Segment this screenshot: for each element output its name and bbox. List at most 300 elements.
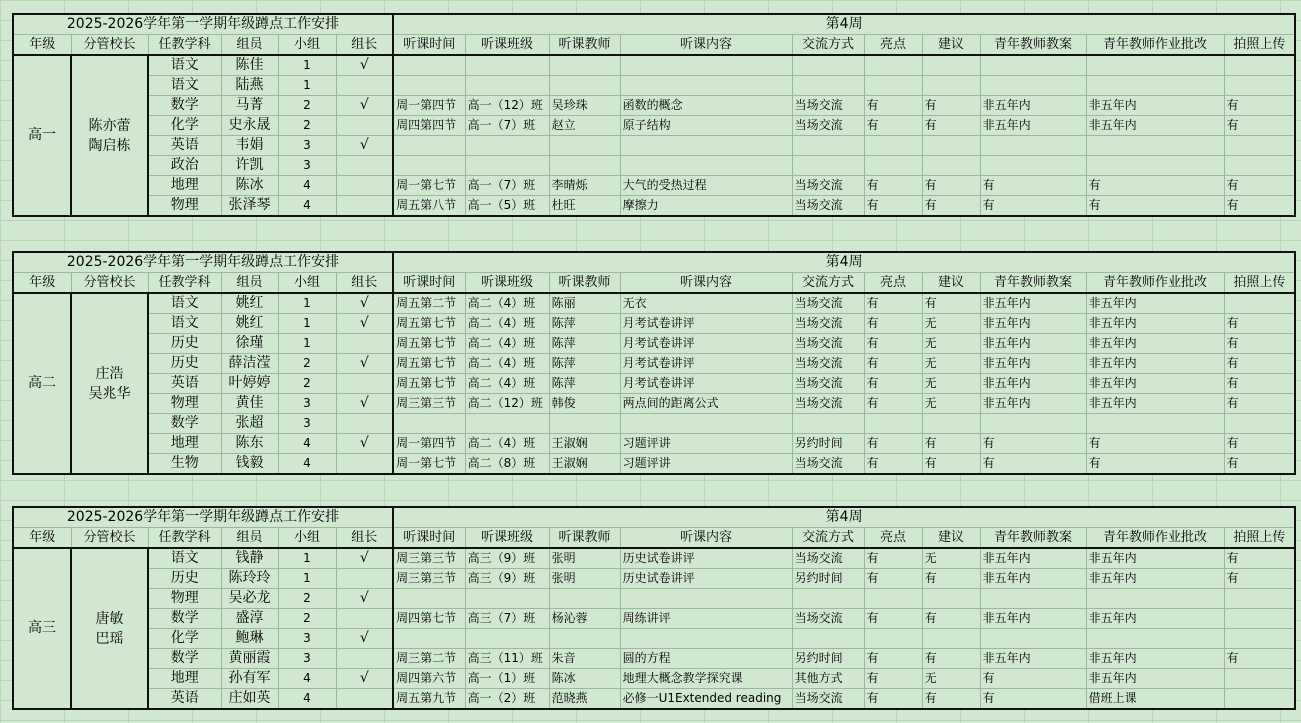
listen-teacher-cell[interactable]: 赵立 — [549, 116, 620, 136]
column-header[interactable]: 交流方式 — [792, 273, 864, 294]
listen-teacher-cell[interactable]: 范晓燕 — [549, 689, 620, 710]
member-cell[interactable]: 钱静 — [221, 548, 278, 569]
young-teacher-plan-cell[interactable]: 非五年内 — [980, 96, 1086, 116]
leader-check-cell[interactable]: √ — [336, 669, 393, 689]
young-teacher-homework-cell[interactable]: 非五年内 — [1086, 374, 1224, 394]
highlight-cell[interactable]: 有 — [864, 96, 922, 116]
exchange-mode-cell[interactable]: 当场交流 — [792, 548, 864, 569]
listen-teacher-cell[interactable]: 陈丽 — [549, 293, 620, 314]
listen-time-cell[interactable]: 周三第三节 — [393, 548, 465, 569]
young-teacher-homework-cell[interactable]: 有 — [1086, 454, 1224, 475]
highlight-cell[interactable] — [864, 156, 922, 176]
subject-cell[interactable]: 物理 — [148, 394, 221, 414]
highlight-cell[interactable]: 有 — [864, 548, 922, 569]
column-header[interactable]: 交流方式 — [792, 528, 864, 549]
column-header[interactable]: 听课内容 — [620, 528, 792, 549]
young-teacher-plan-cell[interactable] — [980, 414, 1086, 434]
young-teacher-homework-cell[interactable]: 非五年内 — [1086, 649, 1224, 669]
group-cell[interactable]: 2 — [278, 589, 336, 609]
listen-content-cell[interactable]: 函数的概念 — [620, 96, 792, 116]
member-cell[interactable]: 陈玲玲 — [221, 569, 278, 589]
young-teacher-homework-cell[interactable]: 非五年内 — [1086, 569, 1224, 589]
grade-cell[interactable]: 高一 — [13, 55, 71, 216]
advice-cell[interactable] — [922, 136, 980, 156]
table-title[interactable]: 2025-2026学年第一学期年级蹲点工作安排 — [13, 507, 393, 528]
advice-cell[interactable] — [922, 76, 980, 96]
group-cell[interactable]: 3 — [278, 414, 336, 434]
exchange-mode-cell[interactable]: 当场交流 — [792, 116, 864, 136]
advice-cell[interactable]: 有 — [922, 196, 980, 217]
young-teacher-homework-cell[interactable]: 非五年内 — [1086, 334, 1224, 354]
column-header[interactable]: 听课教师 — [549, 35, 620, 56]
principal-cell[interactable] — [71, 55, 148, 216]
highlight-cell[interactable]: 有 — [864, 354, 922, 374]
leader-check-cell[interactable] — [336, 156, 393, 176]
listen-time-cell[interactable]: 周三第二节 — [393, 649, 465, 669]
highlight-cell[interactable] — [864, 76, 922, 96]
advice-cell[interactable]: 有 — [922, 293, 980, 314]
column-header[interactable]: 组员 — [221, 35, 278, 56]
photo-upload-cell[interactable] — [1224, 293, 1295, 314]
highlight-cell[interactable]: 有 — [864, 196, 922, 217]
listen-content-cell[interactable] — [620, 589, 792, 609]
column-header[interactable]: 组员 — [221, 528, 278, 549]
leader-check-cell[interactable] — [336, 414, 393, 434]
advice-cell[interactable] — [922, 55, 980, 76]
exchange-mode-cell[interactable] — [792, 55, 864, 76]
member-cell[interactable]: 陆燕 — [221, 76, 278, 96]
subject-cell[interactable]: 政治 — [148, 156, 221, 176]
highlight-cell[interactable]: 有 — [864, 434, 922, 454]
photo-upload-cell[interactable]: 有 — [1224, 314, 1295, 334]
member-cell[interactable]: 吴必龙 — [221, 589, 278, 609]
column-header[interactable]: 听课班级 — [465, 35, 549, 56]
leader-check-cell[interactable] — [336, 689, 393, 710]
group-cell[interactable]: 3 — [278, 136, 336, 156]
young-teacher-plan-cell[interactable] — [980, 136, 1086, 156]
young-teacher-plan-cell[interactable]: 有 — [980, 689, 1086, 710]
column-header[interactable]: 听课班级 — [465, 528, 549, 549]
subject-cell[interactable]: 语文 — [148, 548, 221, 569]
listen-content-cell[interactable] — [620, 136, 792, 156]
exchange-mode-cell[interactable] — [792, 629, 864, 649]
listen-class-cell[interactable]: 高二（8）班 — [465, 454, 549, 475]
member-cell[interactable]: 叶婷婷 — [221, 374, 278, 394]
listen-class-cell[interactable]: 高三（7）班 — [465, 609, 549, 629]
member-cell[interactable]: 陈东 — [221, 434, 278, 454]
leader-check-cell[interactable]: √ — [336, 55, 393, 76]
listen-content-cell[interactable]: 习题评讲 — [620, 454, 792, 475]
member-cell[interactable]: 韦娟 — [221, 136, 278, 156]
exchange-mode-cell[interactable]: 当场交流 — [792, 374, 864, 394]
young-teacher-homework-cell[interactable] — [1086, 629, 1224, 649]
listen-class-cell[interactable]: 高一（2）班 — [465, 689, 549, 710]
listen-time-cell[interactable] — [393, 55, 465, 76]
leader-check-cell[interactable]: √ — [336, 548, 393, 569]
listen-teacher-cell[interactable]: 陈萍 — [549, 374, 620, 394]
column-header[interactable]: 年级 — [13, 273, 71, 294]
table-title[interactable]: 2025-2026学年第一学期年级蹲点工作安排 — [13, 252, 393, 273]
photo-upload-cell[interactable]: 有 — [1224, 334, 1295, 354]
subject-cell[interactable]: 地理 — [148, 669, 221, 689]
leader-check-cell[interactable]: √ — [336, 394, 393, 414]
photo-upload-cell[interactable]: 有 — [1224, 454, 1295, 475]
week-label[interactable]: 第4周 — [393, 252, 1295, 273]
young-teacher-plan-cell[interactable]: 非五年内 — [980, 609, 1086, 629]
highlight-cell[interactable] — [864, 589, 922, 609]
young-teacher-plan-cell[interactable]: 非五年内 — [980, 334, 1086, 354]
listen-content-cell[interactable]: 周练讲评 — [620, 609, 792, 629]
group-cell[interactable]: 4 — [278, 689, 336, 710]
member-cell[interactable]: 钱毅 — [221, 454, 278, 475]
exchange-mode-cell[interactable]: 另约时间 — [792, 569, 864, 589]
group-cell[interactable]: 1 — [278, 55, 336, 76]
column-header[interactable]: 任教学科 — [148, 35, 221, 56]
young-teacher-homework-cell[interactable]: 非五年内 — [1086, 548, 1224, 569]
highlight-cell[interactable] — [864, 136, 922, 156]
week-label[interactable]: 第4周 — [393, 14, 1295, 35]
young-teacher-plan-cell[interactable]: 非五年内 — [980, 354, 1086, 374]
exchange-mode-cell[interactable]: 当场交流 — [792, 609, 864, 629]
listen-teacher-cell[interactable] — [549, 55, 620, 76]
young-teacher-homework-cell[interactable]: 非五年内 — [1086, 669, 1224, 689]
exchange-mode-cell[interactable]: 当场交流 — [792, 454, 864, 475]
leader-check-cell[interactable]: √ — [336, 629, 393, 649]
exchange-mode-cell[interactable]: 当场交流 — [792, 96, 864, 116]
subject-cell[interactable]: 数学 — [148, 609, 221, 629]
listen-class-cell[interactable]: 高一（1）班 — [465, 669, 549, 689]
group-cell[interactable]: 4 — [278, 669, 336, 689]
column-header[interactable]: 任教学科 — [148, 528, 221, 549]
listen-class-cell[interactable]: 高二（4）班 — [465, 374, 549, 394]
listen-time-cell[interactable]: 周五第七节 — [393, 374, 465, 394]
highlight-cell[interactable]: 有 — [864, 293, 922, 314]
member-cell[interactable]: 薛洁滢 — [221, 354, 278, 374]
photo-upload-cell[interactable] — [1224, 414, 1295, 434]
young-teacher-homework-cell[interactable] — [1086, 136, 1224, 156]
group-cell[interactable]: 3 — [278, 394, 336, 414]
listen-class-cell[interactable]: 高一（5）班 — [465, 196, 549, 217]
advice-cell[interactable]: 无 — [922, 374, 980, 394]
subject-cell[interactable]: 生物 — [148, 454, 221, 475]
listen-time-cell[interactable]: 周一第七节 — [393, 454, 465, 475]
listen-time-cell[interactable]: 周四第六节 — [393, 669, 465, 689]
column-header[interactable]: 交流方式 — [792, 35, 864, 56]
subject-cell[interactable]: 语文 — [148, 293, 221, 314]
young-teacher-homework-cell[interactable] — [1086, 589, 1224, 609]
advice-cell[interactable]: 有 — [922, 569, 980, 589]
listen-class-cell[interactable] — [465, 629, 549, 649]
subject-cell[interactable]: 数学 — [148, 96, 221, 116]
listen-time-cell[interactable]: 周五第七节 — [393, 334, 465, 354]
highlight-cell[interactable]: 有 — [864, 314, 922, 334]
column-header[interactable]: 听课教师 — [549, 528, 620, 549]
listen-teacher-cell[interactable] — [549, 136, 620, 156]
exchange-mode-cell[interactable] — [792, 156, 864, 176]
highlight-cell[interactable]: 有 — [864, 394, 922, 414]
listen-content-cell[interactable] — [620, 55, 792, 76]
listen-teacher-cell[interactable]: 张明 — [549, 569, 620, 589]
subject-cell[interactable]: 英语 — [148, 374, 221, 394]
exchange-mode-cell[interactable]: 当场交流 — [792, 334, 864, 354]
listen-teacher-cell[interactable] — [549, 76, 620, 96]
listen-teacher-cell[interactable]: 陈萍 — [549, 314, 620, 334]
exchange-mode-cell[interactable]: 其他方式 — [792, 669, 864, 689]
highlight-cell[interactable] — [864, 414, 922, 434]
advice-cell[interactable]: 有 — [922, 176, 980, 196]
advice-cell[interactable]: 无 — [922, 669, 980, 689]
listen-content-cell[interactable]: 大气的受热过程 — [620, 176, 792, 196]
subject-cell[interactable]: 英语 — [148, 689, 221, 710]
listen-content-cell[interactable]: 月考试卷讲评 — [620, 354, 792, 374]
column-header[interactable]: 建议 — [922, 528, 980, 549]
column-header[interactable]: 听课班级 — [465, 273, 549, 294]
young-teacher-plan-cell[interactable]: 非五年内 — [980, 548, 1086, 569]
listen-time-cell[interactable] — [393, 629, 465, 649]
listen-content-cell[interactable]: 摩擦力 — [620, 196, 792, 217]
listen-teacher-cell[interactable] — [549, 156, 620, 176]
listen-content-cell[interactable] — [620, 629, 792, 649]
young-teacher-homework-cell[interactable]: 非五年内 — [1086, 314, 1224, 334]
subject-cell[interactable]: 英语 — [148, 136, 221, 156]
exchange-mode-cell[interactable] — [792, 414, 864, 434]
listen-class-cell[interactable] — [465, 76, 549, 96]
leader-check-cell[interactable]: √ — [336, 293, 393, 314]
photo-upload-cell[interactable]: 有 — [1224, 434, 1295, 454]
young-teacher-plan-cell[interactable]: 有 — [980, 176, 1086, 196]
leader-check-cell[interactable] — [336, 116, 393, 136]
listen-class-cell[interactable]: 高一（12）班 — [465, 96, 549, 116]
group-cell[interactable]: 4 — [278, 196, 336, 217]
young-teacher-plan-cell[interactable] — [980, 629, 1086, 649]
young-teacher-homework-cell[interactable] — [1086, 55, 1224, 76]
member-cell[interactable]: 史永晟 — [221, 116, 278, 136]
photo-upload-cell[interactable] — [1224, 136, 1295, 156]
listen-content-cell[interactable]: 月考试卷讲评 — [620, 314, 792, 334]
listen-teacher-cell[interactable]: 吴珍珠 — [549, 96, 620, 116]
listen-teacher-cell[interactable]: 王淑娴 — [549, 434, 620, 454]
column-header[interactable]: 青年教师教案 — [980, 273, 1086, 294]
listen-time-cell[interactable]: 周四第四节 — [393, 116, 465, 136]
listen-class-cell[interactable]: 高三（11）班 — [465, 649, 549, 669]
advice-cell[interactable] — [922, 629, 980, 649]
leader-check-cell[interactable] — [336, 196, 393, 217]
subject-cell[interactable]: 数学 — [148, 414, 221, 434]
group-cell[interactable]: 4 — [278, 434, 336, 454]
member-cell[interactable]: 马菁 — [221, 96, 278, 116]
highlight-cell[interactable]: 有 — [864, 374, 922, 394]
column-header[interactable]: 小组 — [278, 35, 336, 56]
listen-class-cell[interactable]: 高三（9）班 — [465, 569, 549, 589]
exchange-mode-cell[interactable] — [792, 136, 864, 156]
listen-teacher-cell[interactable]: 陈萍 — [549, 334, 620, 354]
column-header[interactable]: 拍照上传 — [1224, 273, 1295, 294]
exchange-mode-cell[interactable]: 当场交流 — [792, 354, 864, 374]
listen-time-cell[interactable]: 周五第九节 — [393, 689, 465, 710]
listen-class-cell[interactable] — [465, 414, 549, 434]
group-cell[interactable]: 2 — [278, 96, 336, 116]
column-header[interactable]: 听课时间 — [393, 35, 465, 56]
column-header[interactable]: 青年教师教案 — [980, 35, 1086, 56]
advice-cell[interactable]: 有 — [922, 454, 980, 475]
member-cell[interactable]: 许凯 — [221, 156, 278, 176]
listen-time-cell[interactable] — [393, 136, 465, 156]
listen-class-cell[interactable]: 高二（4）班 — [465, 434, 549, 454]
leader-check-cell[interactable] — [336, 609, 393, 629]
advice-cell[interactable] — [922, 156, 980, 176]
subject-cell[interactable]: 地理 — [148, 176, 221, 196]
group-cell[interactable]: 3 — [278, 649, 336, 669]
group-cell[interactable]: 1 — [278, 569, 336, 589]
young-teacher-plan-cell[interactable]: 有 — [980, 454, 1086, 475]
column-header[interactable]: 拍照上传 — [1224, 35, 1295, 56]
advice-cell[interactable]: 无 — [922, 314, 980, 334]
leader-check-cell[interactable] — [336, 76, 393, 96]
photo-upload-cell[interactable]: 有 — [1224, 569, 1295, 589]
listen-teacher-cell[interactable]: 杨沁蓉 — [549, 609, 620, 629]
member-cell[interactable]: 张泽琴 — [221, 196, 278, 217]
column-header[interactable]: 青年教师作业批改 — [1086, 528, 1224, 549]
group-cell[interactable]: 4 — [278, 176, 336, 196]
column-header[interactable]: 组长 — [336, 528, 393, 549]
column-header[interactable]: 小组 — [278, 528, 336, 549]
listen-teacher-cell[interactable]: 张明 — [549, 548, 620, 569]
column-header[interactable]: 任教学科 — [148, 273, 221, 294]
advice-cell[interactable] — [922, 414, 980, 434]
young-teacher-plan-cell[interactable] — [980, 589, 1086, 609]
listen-teacher-cell[interactable] — [549, 629, 620, 649]
listen-content-cell[interactable]: 历史试卷讲评 — [620, 569, 792, 589]
group-cell[interactable]: 1 — [278, 334, 336, 354]
listen-content-cell[interactable]: 历史试卷讲评 — [620, 548, 792, 569]
subject-cell[interactable]: 历史 — [148, 569, 221, 589]
exchange-mode-cell[interactable]: 另约时间 — [792, 649, 864, 669]
subject-cell[interactable]: 地理 — [148, 434, 221, 454]
exchange-mode-cell[interactable]: 当场交流 — [792, 196, 864, 217]
listen-teacher-cell[interactable]: 陈萍 — [549, 354, 620, 374]
leader-check-cell[interactable] — [336, 454, 393, 475]
listen-content-cell[interactable] — [620, 414, 792, 434]
exchange-mode-cell[interactable]: 当场交流 — [792, 689, 864, 710]
advice-cell[interactable]: 无 — [922, 354, 980, 374]
photo-upload-cell[interactable]: 有 — [1224, 354, 1295, 374]
photo-upload-cell[interactable]: 有 — [1224, 394, 1295, 414]
listen-class-cell[interactable] — [465, 136, 549, 156]
young-teacher-plan-cell[interactable]: 非五年内 — [980, 314, 1086, 334]
listen-class-cell[interactable]: 高二（12）班 — [465, 394, 549, 414]
leader-check-cell[interactable] — [336, 176, 393, 196]
young-teacher-homework-cell[interactable] — [1086, 414, 1224, 434]
group-cell[interactable]: 3 — [278, 156, 336, 176]
photo-upload-cell[interactable] — [1224, 76, 1295, 96]
young-teacher-homework-cell[interactable] — [1086, 76, 1224, 96]
young-teacher-plan-cell[interactable] — [980, 156, 1086, 176]
member-cell[interactable]: 鲍琳 — [221, 629, 278, 649]
advice-cell[interactable]: 有 — [922, 96, 980, 116]
subject-cell[interactable]: 语文 — [148, 55, 221, 76]
young-teacher-homework-cell[interactable]: 有 — [1086, 434, 1224, 454]
subject-cell[interactable]: 化学 — [148, 116, 221, 136]
leader-check-cell[interactable] — [336, 569, 393, 589]
column-header[interactable]: 青年教师作业批改 — [1086, 273, 1224, 294]
subject-cell[interactable]: 语文 — [148, 314, 221, 334]
column-header[interactable]: 拍照上传 — [1224, 528, 1295, 549]
highlight-cell[interactable] — [864, 55, 922, 76]
advice-cell[interactable] — [922, 589, 980, 609]
leader-check-cell[interactable]: √ — [336, 434, 393, 454]
listen-teacher-cell[interactable]: 杜旺 — [549, 196, 620, 217]
column-header[interactable]: 组长 — [336, 273, 393, 294]
exchange-mode-cell[interactable]: 当场交流 — [792, 293, 864, 314]
advice-cell[interactable]: 有 — [922, 689, 980, 710]
group-cell[interactable]: 2 — [278, 609, 336, 629]
group-cell[interactable]: 1 — [278, 548, 336, 569]
listen-content-cell[interactable]: 无衣 — [620, 293, 792, 314]
week-label[interactable]: 第4周 — [393, 507, 1295, 528]
highlight-cell[interactable]: 有 — [864, 569, 922, 589]
column-header[interactable]: 小组 — [278, 273, 336, 294]
listen-time-cell[interactable] — [393, 414, 465, 434]
column-header[interactable]: 听课教师 — [549, 273, 620, 294]
group-cell[interactable]: 1 — [278, 293, 336, 314]
subject-cell[interactable]: 历史 — [148, 334, 221, 354]
subject-cell[interactable]: 历史 — [148, 354, 221, 374]
young-teacher-homework-cell[interactable]: 非五年内 — [1086, 354, 1224, 374]
group-cell[interactable]: 4 — [278, 454, 336, 475]
photo-upload-cell[interactable]: 有 — [1224, 176, 1295, 196]
young-teacher-plan-cell[interactable]: 非五年内 — [980, 293, 1086, 314]
listen-teacher-cell[interactable]: 韩俊 — [549, 394, 620, 414]
exchange-mode-cell[interactable] — [792, 589, 864, 609]
column-header[interactable]: 年级 — [13, 35, 71, 56]
listen-teacher-cell[interactable] — [549, 414, 620, 434]
highlight-cell[interactable]: 有 — [864, 334, 922, 354]
subject-cell[interactable]: 物理 — [148, 589, 221, 609]
column-header[interactable]: 亮点 — [864, 35, 922, 56]
listen-time-cell[interactable] — [393, 156, 465, 176]
listen-teacher-cell[interactable]: 朱音 — [549, 649, 620, 669]
leader-check-cell[interactable]: √ — [336, 96, 393, 116]
listen-teacher-cell[interactable]: 陈冰 — [549, 669, 620, 689]
member-cell[interactable]: 张超 — [221, 414, 278, 434]
listen-content-cell[interactable]: 圆的方程 — [620, 649, 792, 669]
leader-check-cell[interactable]: √ — [336, 136, 393, 156]
column-header[interactable]: 青年教师教案 — [980, 528, 1086, 549]
listen-content-cell[interactable]: 习题评讲 — [620, 434, 792, 454]
photo-upload-cell[interactable] — [1224, 55, 1295, 76]
listen-content-cell[interactable]: 两点间的距离公式 — [620, 394, 792, 414]
photo-upload-cell[interactable] — [1224, 609, 1295, 629]
young-teacher-homework-cell[interactable]: 借班上课 — [1086, 689, 1224, 710]
member-cell[interactable]: 姚红 — [221, 314, 278, 334]
column-header[interactable]: 听课内容 — [620, 35, 792, 56]
listen-class-cell[interactable] — [465, 156, 549, 176]
listen-time-cell[interactable] — [393, 76, 465, 96]
highlight-cell[interactable]: 有 — [864, 609, 922, 629]
member-cell[interactable]: 姚红 — [221, 293, 278, 314]
photo-upload-cell[interactable]: 有 — [1224, 196, 1295, 217]
listen-class-cell[interactable] — [465, 589, 549, 609]
leader-check-cell[interactable]: √ — [336, 589, 393, 609]
column-header[interactable]: 听课时间 — [393, 528, 465, 549]
listen-class-cell[interactable]: 高二（4）班 — [465, 314, 549, 334]
column-header[interactable]: 分管校长 — [71, 273, 148, 294]
listen-teacher-cell[interactable]: 李晴烁 — [549, 176, 620, 196]
young-teacher-plan-cell[interactable]: 非五年内 — [980, 569, 1086, 589]
young-teacher-plan-cell[interactable]: 有 — [980, 669, 1086, 689]
column-header[interactable]: 建议 — [922, 273, 980, 294]
photo-upload-cell[interactable] — [1224, 629, 1295, 649]
